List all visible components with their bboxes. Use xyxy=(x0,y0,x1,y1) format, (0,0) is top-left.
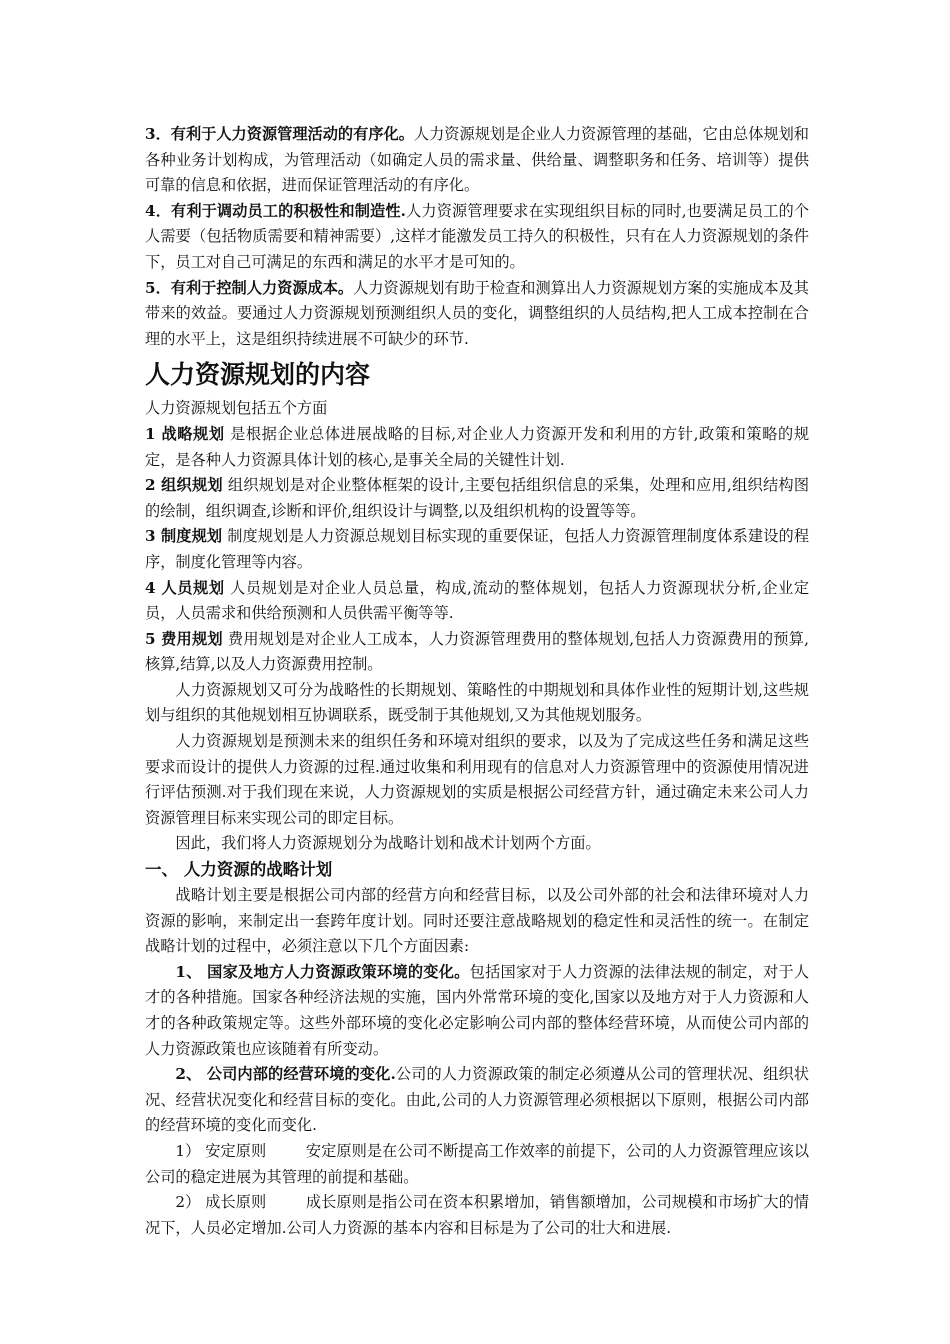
aspect-body: 组织规划是对企业整体框架的设计,主要包括组织信息的采集，处理和应用,组织结构图的绘制，组织调查,诊断和评价,组织设计与调整,以及组织机构的设置等等。 xyxy=(145,476,810,520)
aspect-lead: 4 人员规划 xyxy=(145,578,225,597)
aspect-lead: 1 战略规划 xyxy=(145,424,225,443)
aspect-lead: 2 组织规划 xyxy=(145,476,223,495)
factor-policy xyxy=(145,960,809,1062)
body-paragraph: 因此，我们将人力资源规划分为战略计划和战术计划两个方面。 xyxy=(175,834,601,853)
principle-body: 安定原则是在公司不断提高工作效率的前提下，公司的人力资源管理应该以公司的稳定进展为其管理的前提和基础。 xyxy=(145,1141,810,1186)
benefit-paragraph-3 xyxy=(145,122,809,199)
benefit-lead-4: 4．有利于调动员工的积极性和制造性. xyxy=(145,201,406,220)
benefit-paragraph-4 xyxy=(145,199,809,276)
benefit-paragraph-5 xyxy=(145,276,809,353)
factor-body: 包括国家对于人力资源的法律法规的制定，对于人才的各种措施。国家各种经济法规的实施，国内外常常环境的变化,国家以及地方对于人力资源和人才的各种政策规定等。这些外部环境的变化必定影响公司内部的整体经营环境，从而使公司内部的人力资源政策也应该随着有所变动。 xyxy=(145,962,809,1058)
factor-body: 公司的人力资源政策的制定必须遵从公司的管理状况、组织状况、经营状况变化和经营目标的变化。由此,公司的人力资源管理必须根据以下原则，根据公司内部的经营环境的变化而变化. xyxy=(145,1065,809,1135)
benefit-lead-3: 3．有利于人力资源管理活动的有序化。 xyxy=(145,125,414,143)
principle-growth xyxy=(145,1190,809,1241)
aspect-lead: 3 制度规划 xyxy=(145,527,223,546)
aspect-cost xyxy=(145,627,809,678)
document-page xyxy=(145,122,809,1241)
benefit-lead-5: 5．有利于控制人力资源成本。 xyxy=(145,278,354,297)
section-intro: 战略计划主要是根据公司内部的经营方向和经营目标，以及公司外部的社会和法律环境对人力资源的影响，来制定出一套跨年度计划。同时还要注意战略规划的稳定性和灵活性的统一。在制定战略计划的过程中，必须注意以下几个方面因素: xyxy=(145,886,809,956)
aspect-system xyxy=(145,524,809,575)
aspect-personnel xyxy=(145,576,809,627)
aspect-lead: 5 费用规划 xyxy=(145,629,223,648)
aspect-organization xyxy=(145,473,809,524)
benefit-body-5: 人力资源规划有助于检查和测算出人力资源规划方案的实施成本及其带来的效益。要通过人力资源规划预测组织人员的变化，调整组织的人员结构,把人工成本控制在合理的水平上，这是组织持续进展不可缺少的环节. xyxy=(145,278,809,348)
principle-label: 1） 安定原则 xyxy=(175,1141,267,1160)
factor-lead: 2、 公司内部的经营环境的变化. xyxy=(175,1065,396,1084)
principle-body: 成长原则是指公司在资本积累增加，销售额增加，公司规模和市场扩大的情况下，人员必定增加.公司人力资源的基本内容和目标是为了公司的壮大和进展. xyxy=(145,1193,810,1237)
aspect-body: 是根据企业总体进展战略的目标,对企业人力资源开发和利用的方针,政策和策略的规定，是各种人力资源具体计划的核心,是事关全局的关键性计划. xyxy=(145,424,810,469)
intro-line: 人力资源规划包括五个方面 xyxy=(145,399,328,418)
aspect-body: 人员规划是对企业人员总量，构成,流动的整体规划，包括人力资源现状分析,企业定员，人员需求和供给预测和人员供需平衡等等. xyxy=(145,578,810,623)
body-paragraph: 人力资源规划是预测未来的组织任务和环境对组织的要求，以及为了完成这些任务和满足这些要求而设计的提供人力资源的过程.通过收集和利用现有的信息对人力资源管理中的资源使用情况进行评估预测.对于我们现在来说，人力资源规划的实质是根据公司经营方针，通过确定未来公司人力资源管理目标来实现公司的即定目标。 xyxy=(145,732,809,827)
benefit-body-4: 人力资源管理要求在实现组织目标的同时,也要满足员工的个人需要（包括物质需要和精神需要）,这样才能激发员工持久的积极性，只有在人力资源规划的条件下，员工对自己可满足的东西和满足的水平才是可知的。 xyxy=(145,201,810,271)
principle-stability xyxy=(145,1139,809,1190)
factor-lead: 1、 国家及地方人力资源政策环境的变化。 xyxy=(175,962,470,981)
aspect-body: 费用规划是对企业人工成本，人力资源管理费用的整体规划,包括人力资源费用的预算,核算,结算,以及人力资源费用控制。 xyxy=(145,629,810,674)
section-heading: 一、 人力资源的战略计划 xyxy=(145,860,333,880)
aspect-body: 制度规划是人力资源总规划目标实现的重要保证，包括人力资源管理制度体系建设的程序，制度化管理等内容。 xyxy=(145,527,810,571)
main-heading: 人力资源规划的内容 xyxy=(145,360,371,390)
principle-label: 2） 成长原则 xyxy=(175,1193,267,1212)
benefit-body-3: 人力资源规划是企业人力资源管理的基础，它由总体规划和各种业务计划构成，为管理活动（如确定人员的需求量、供给量、调整职务和任务、培训等）提供可靠的信息和依据，进而保证管理活动的有序化。 xyxy=(145,125,809,195)
aspect-strategy xyxy=(145,422,809,473)
body-paragraph: 人力资源规划又可分为战略性的长期规划、策略性的中期规划和具体作业性的短期计划,这些规划与组织的其他规划相互协调联系，既受制于其他规划,又为其他规划服务。 xyxy=(145,680,809,725)
factor-internal xyxy=(145,1062,809,1139)
